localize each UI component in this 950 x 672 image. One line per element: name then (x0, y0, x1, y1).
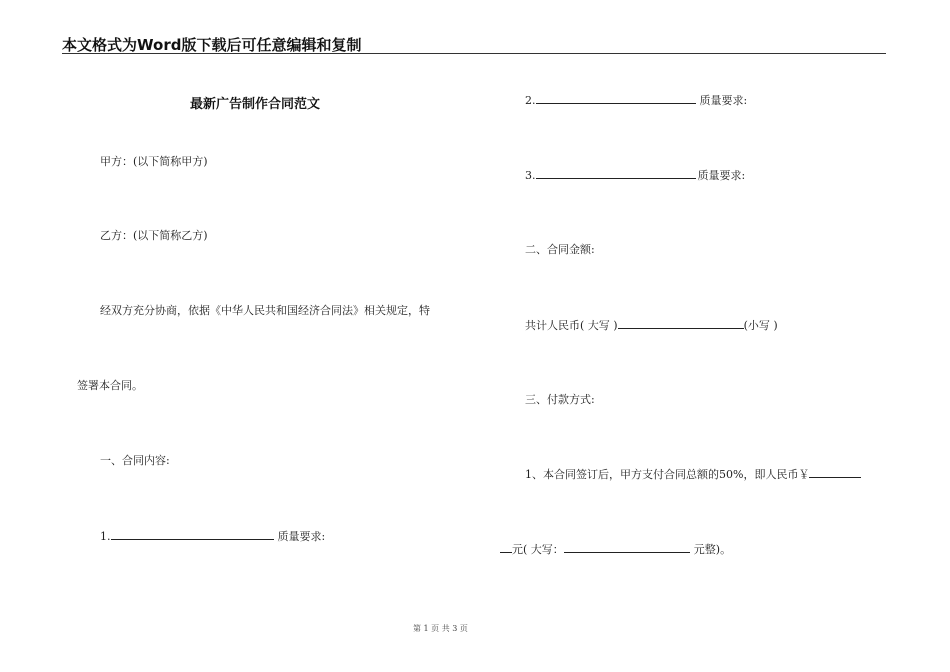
page-number-footer: 第 1 页 共 3 页 (413, 624, 468, 633)
item-1-blank-field (111, 529, 274, 540)
payment-1-uppercase-blank (564, 542, 690, 553)
payment-1-text: 1、本合同签订后，甲方支付合同总额的50%，即人民币￥ (525, 468, 810, 481)
amount-uppercase-label: 共计人民币( 大写 ) (525, 319, 618, 332)
item-2-quality-label: 质量要求: (699, 94, 748, 107)
document-title: 最新广告制作合同范文 (190, 97, 321, 112)
section-contract-content-heading: 一、合同内容: (100, 454, 170, 467)
party-b-line: 乙方：(以下简称乙方) (100, 229, 208, 242)
item-2-line (525, 93, 747, 108)
header-title: 本文格式为Word版下载后可任意编辑和复制 (62, 36, 362, 54)
intro-paragraph-line-1: 经双方充分协商，依据《中华人民共和国经济合同法》相关规定，特 (100, 304, 430, 317)
payment-1-amount-blank (809, 467, 861, 478)
payment-1-line-2 (500, 542, 731, 557)
item-1-quality-label: 质量要求: (277, 530, 326, 543)
payment-1-suffix: 元整)。 (693, 543, 732, 556)
item-1-line (100, 529, 325, 544)
item-2-blank-field (536, 93, 696, 104)
item-2-number: 2. (525, 94, 536, 107)
item-3-quality-label: 质量要求: (697, 169, 746, 182)
intro-paragraph-line-2: 签署本合同。 (77, 379, 143, 392)
header-divider (62, 53, 886, 54)
amount-line (525, 318, 778, 333)
section-payment-method-heading: 三、付款方式: (525, 393, 595, 406)
item-3-line (525, 168, 745, 183)
section-contract-amount-heading: 二、合同金额: (525, 243, 595, 256)
item-1-number: 1. (100, 530, 111, 543)
item-3-blank-field (536, 168, 696, 179)
party-a-line: 甲方：(以下简称甲方) (100, 155, 208, 168)
item-3-number: 3. (525, 169, 536, 182)
amount-lowercase-label: (小写 ) (743, 319, 778, 332)
amount-blank-field (618, 318, 744, 329)
payment-1-line-1 (525, 467, 861, 482)
payment-1-yuan-blank (500, 542, 512, 553)
payment-1-uppercase-label: 元( 大写： (512, 543, 564, 556)
